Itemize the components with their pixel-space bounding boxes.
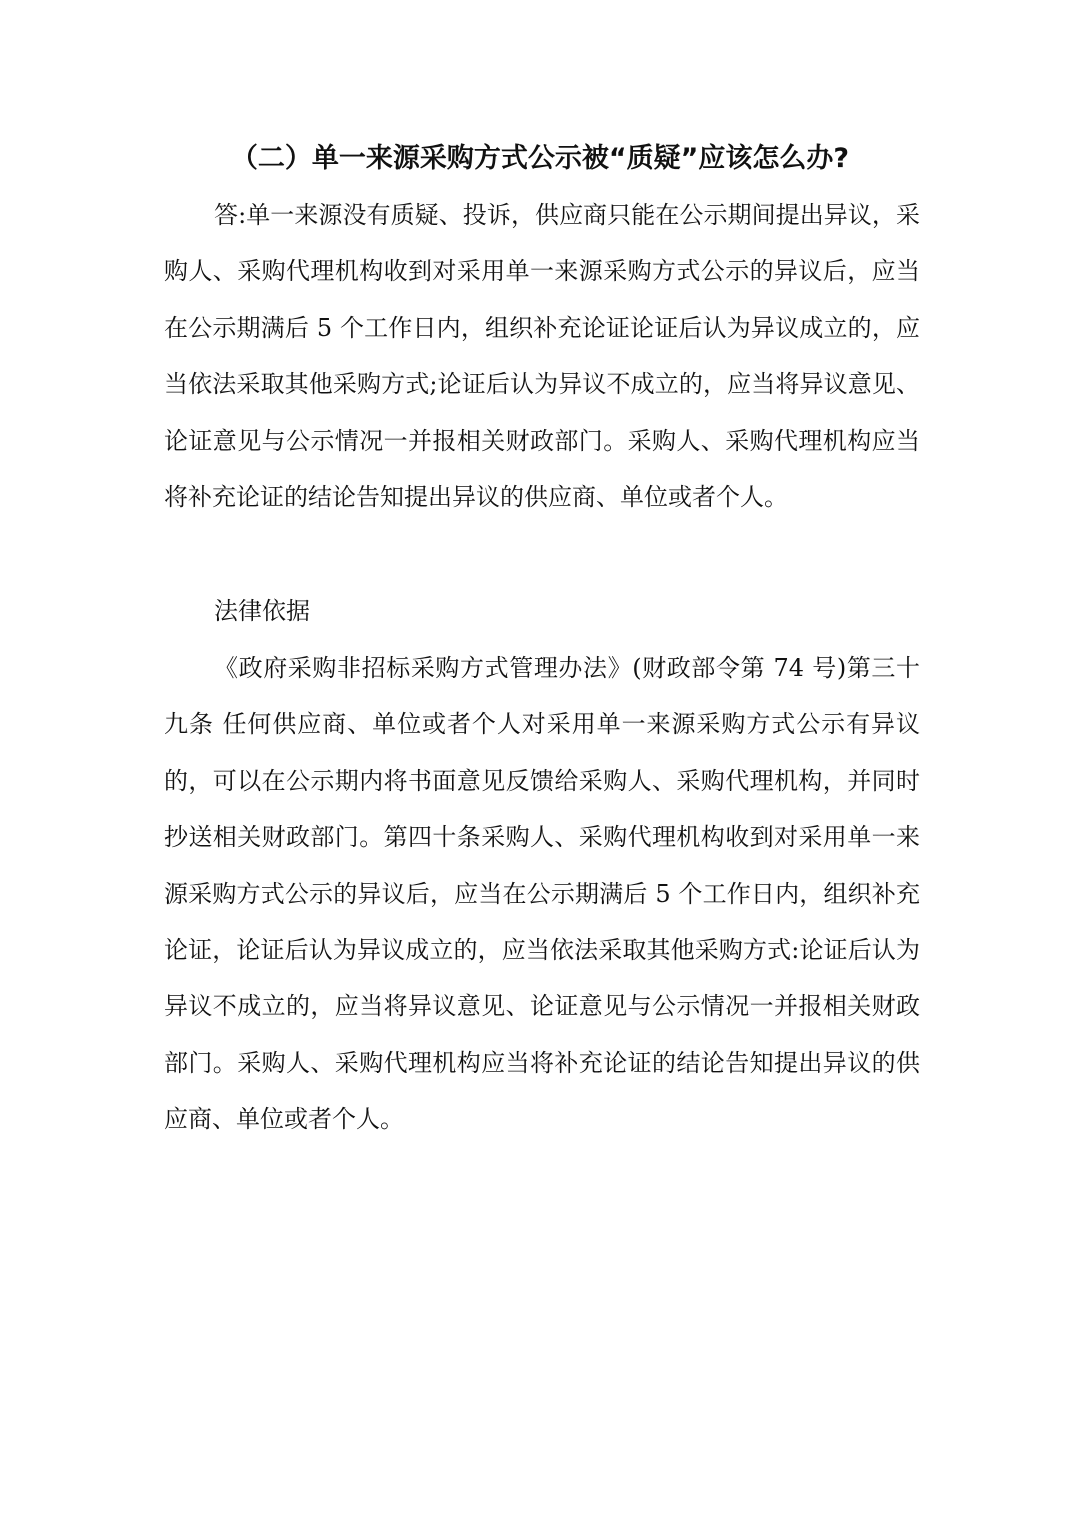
law-basis-paragraph: 《政府采购非招标采购方式管理办法》(财政部令第 74 号)第三十九条 任何供应商、单位或者个人对采用单一来源采购方式公示有异议的，可以在公示期内将书面意见反馈给采购人、采购代理机构，并同时抄送相关财政部门。第四十条采购人、采购代理机构收到对采用单一来源采购方式公示的异议后，应当在公示期满后 5 个工作日内，组织补充论证，论证后认为异议成立的，应当依法采取其他采购方式:论证后认为异议不成立的，应当将异议意见、论证意见与公示情况一并报相关财政部门。采购人、采购代理机构应当将补充论证的结论告知提出异议的供应商、单位或者个人。 xyxy=(164,654,920,1134)
page-title: （二）单一来源采购方式公示被“质疑”应该怎么办? xyxy=(230,143,850,174)
law-basis-heading: 法律依据 xyxy=(214,597,310,625)
answer-paragraph: 答:单一来源没有质疑、投诉，供应商只能在公示期间提出异议，采购人、采购代理机构收到对采用单一来源采购方式公示的异议后，应当在公示期满后 5 个工作日内，组织补充论证论证后认为异议成立的，应当依法采取其他采购方式;论证后认为异议不成立的，应当将异议意见、论证意见与公示情况一并报相关财政部门。采购人、采购代理机构应当将补充论证的结论告知提出异议的供应商、单位或者个人。 xyxy=(164,201,920,512)
